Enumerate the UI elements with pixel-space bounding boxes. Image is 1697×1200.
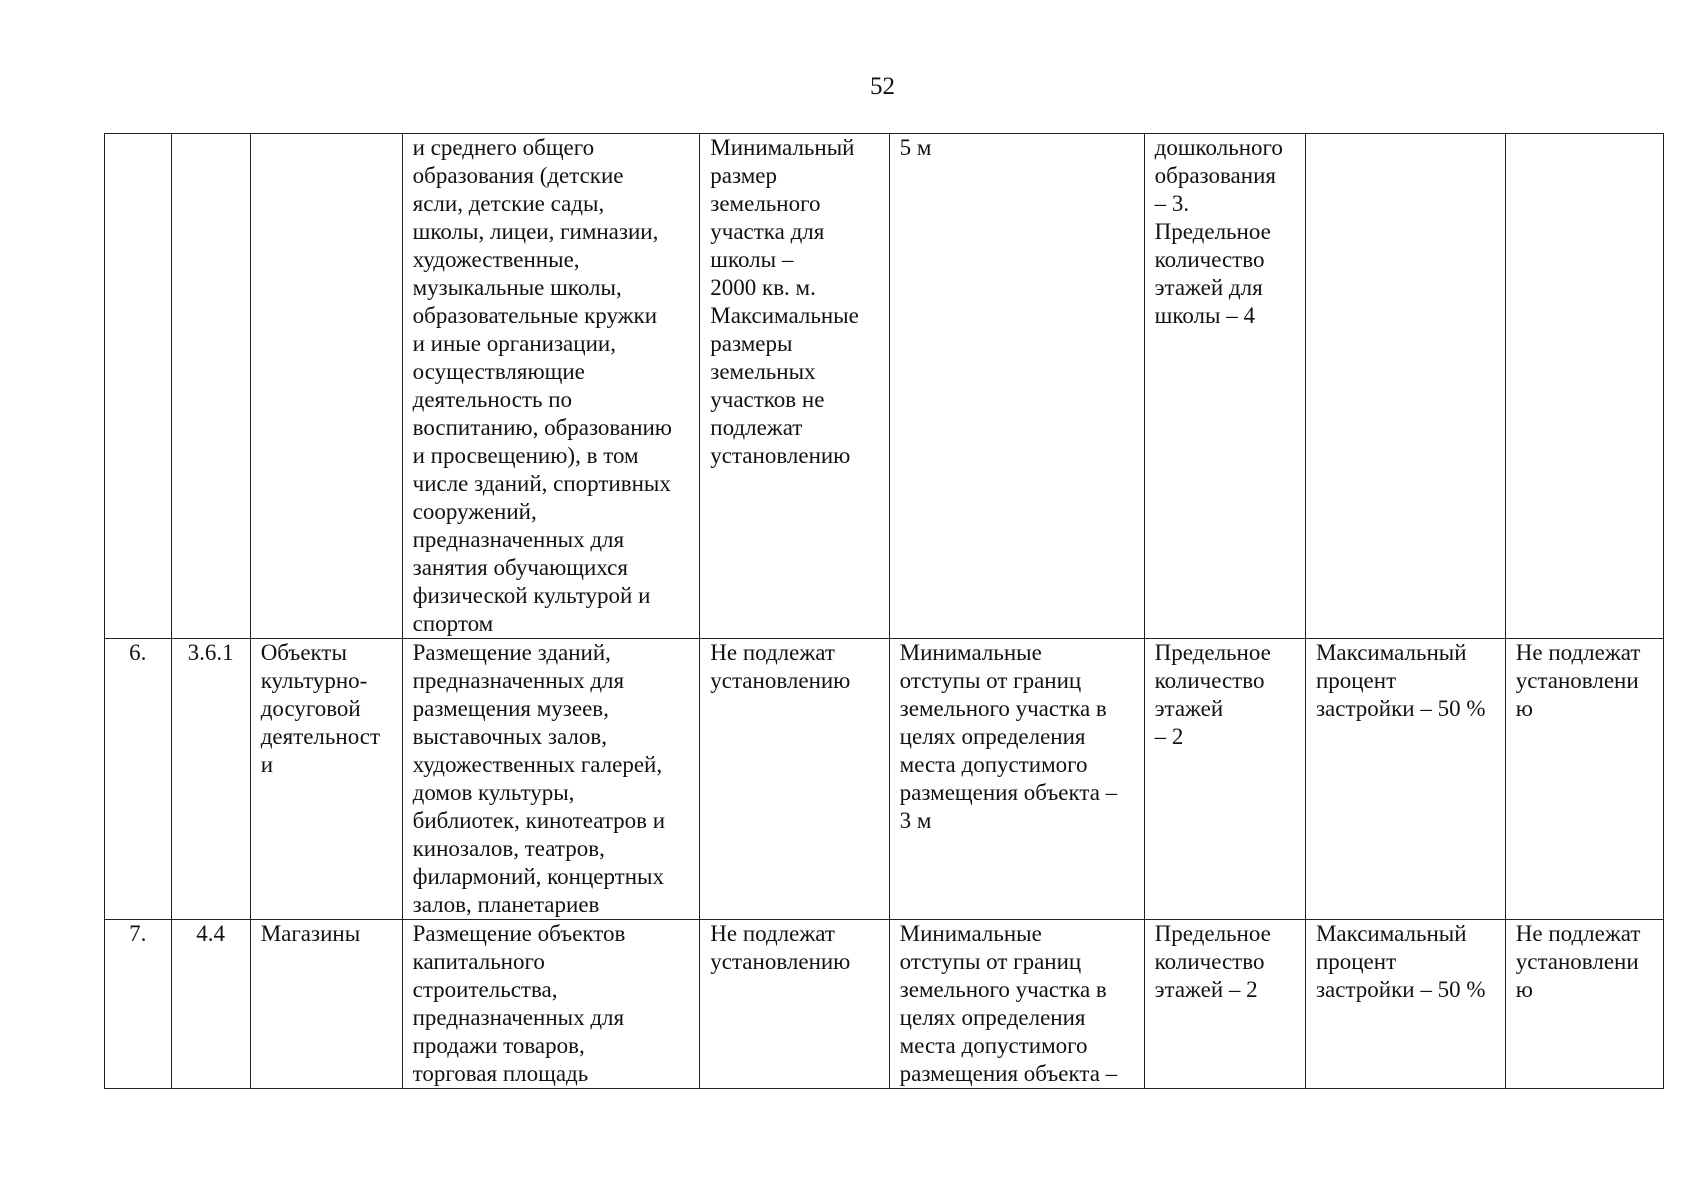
other-limits-cell: Не подлежат установлени ю	[1505, 920, 1663, 1089]
setbacks-cell: Минимальные отступы от границ земельного участка в целях определения места допустимого размещения объекта – 3 м	[889, 639, 1144, 920]
plot-size-cell: Минимальный размер земельного участка для школы – 2000 кв. м. Максимальные размеры земельных участков не подлежат установлению	[700, 134, 889, 639]
row-number-cell	[105, 134, 172, 639]
page-number: 52	[870, 73, 895, 100]
table-row	[105, 134, 1664, 639]
setbacks-cell: Минимальные отступы от границ земельного участка в целях определения места допустимого размещения объекта –	[889, 920, 1144, 1089]
plot-size-cell: Не подлежат установлению	[700, 920, 889, 1089]
other-limits-cell: Не подлежат установлени ю	[1505, 639, 1663, 920]
floors-cell: дошкольного образования – 3. Предельное количество этажей для школы – 4	[1144, 134, 1305, 639]
table-row	[105, 639, 1664, 920]
row-number-cell: 6.	[105, 639, 172, 920]
other-limits-cell	[1505, 134, 1663, 639]
plot-size-cell: Не подлежат установлению	[700, 639, 889, 920]
floors-cell: Предельное количество этажей – 2	[1144, 920, 1305, 1089]
coverage-cell: Максимальный процент застройки – 50 %	[1305, 920, 1505, 1089]
use-description-cell: Размещение зданий, предназначенных для размещения музеев, выставочных залов, художественных галерей, домов культуры, библиотек, кинотеатров и кинозалов, театров, филармоний, концертных залов, планетариев	[402, 639, 700, 920]
table-row	[105, 920, 1664, 1089]
setbacks-cell: 5 м	[889, 134, 1144, 639]
use-code-cell: 3.6.1	[171, 639, 250, 920]
use-code-cell: 4.4	[171, 920, 250, 1089]
row-number-cell: 7.	[105, 920, 172, 1089]
coverage-cell	[1305, 134, 1505, 639]
regulations-table	[104, 133, 1664, 1089]
use-code-cell	[171, 134, 250, 639]
use-name-cell: Объекты культурно- досуговой деятельност и	[250, 639, 402, 920]
use-name-cell: Магазины	[250, 920, 402, 1089]
use-description-cell: Размещение объектов капитального строительства, предназначенных для продажи товаров, торговая площадь	[402, 920, 700, 1089]
coverage-cell: Максимальный процент застройки – 50 %	[1305, 639, 1505, 920]
use-description-cell: и среднего общего образования (детские ясли, детские сады, школы, лицеи, гимназии, художественные, музыкальные школы, образовательные кружки и иные организации, осуществляющие деятельность по воспитанию, образованию и просвещению), в том числе зданий, спортивных сооружений, предназначенных для занятия обучающихся физической культурой и спортом	[402, 134, 700, 639]
use-name-cell	[250, 134, 402, 639]
floors-cell: Предельное количество этажей – 2	[1144, 639, 1305, 920]
